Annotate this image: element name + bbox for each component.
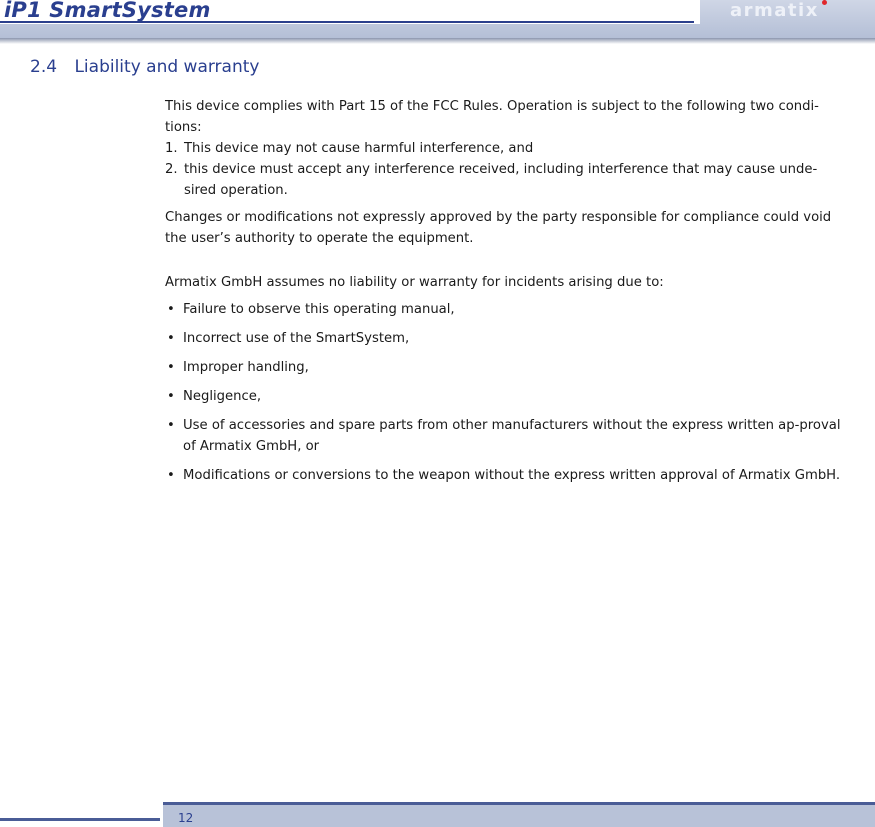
fcc-item-1 xyxy=(165,138,847,159)
spacer xyxy=(165,249,847,272)
footer-tab xyxy=(0,800,163,827)
list-item-text: Failure to observe this operating manual, xyxy=(183,302,455,317)
liability-list xyxy=(165,299,847,486)
list-item xyxy=(165,328,847,349)
fcc-item-2 xyxy=(165,159,847,201)
section-heading xyxy=(30,57,259,77)
list-item xyxy=(165,415,847,457)
list-item-text: Negligence, xyxy=(183,389,262,404)
list-item xyxy=(165,465,847,486)
fcc-intro xyxy=(165,96,847,138)
fcc-item-text: this device must accept any interference received, including interference that may cause unde-sired operation. xyxy=(184,162,818,198)
header-shadow xyxy=(0,38,875,44)
list-item-text: Modifications or conversions to the weapon without the express written approval of Armatix GmbH. xyxy=(183,468,841,483)
fcc-intro-line-1: This device complies with Part 15 of the FCC Rules. Operation is subject to the following two condi- xyxy=(165,99,819,114)
list-item-text: Incorrect use of the SmartSystem, xyxy=(183,331,410,346)
list-item xyxy=(165,357,847,378)
page-footer xyxy=(0,800,875,827)
section-number: 2.4 xyxy=(30,57,58,77)
bullet-icon: • xyxy=(167,418,175,433)
bullet-icon: • xyxy=(167,302,175,317)
fcc-item-text: This device may not cause harmful interference, and xyxy=(184,141,534,156)
list-item-text: Use of accessories and spare parts from other manufacturers without the express written ap-proval of Armatix GmbH, or xyxy=(183,418,841,454)
bullet-icon: • xyxy=(167,360,175,375)
list-item-text: Improper handling, xyxy=(183,360,309,375)
footer-line xyxy=(163,802,875,805)
fcc-intro-line-2: tions: xyxy=(165,120,202,135)
fcc-changes-paragraph: Changes or modifications not expressly approved by the party responsible for compliance could void the user’s authority to operate the equipment. xyxy=(165,210,832,246)
list-item xyxy=(165,299,847,320)
bullet-icon: • xyxy=(167,389,175,404)
liability-intro: Armatix GmbH assumes no liability or warranty for incidents arising due to: xyxy=(165,275,664,290)
bullet-icon: • xyxy=(167,468,175,483)
footer-tab-line xyxy=(0,818,160,821)
body-content xyxy=(165,96,847,494)
list-item xyxy=(165,386,847,407)
fcc-item-number: 2. xyxy=(165,162,178,177)
page-number: 12 xyxy=(178,811,194,825)
fcc-item-number: 1. xyxy=(165,141,178,156)
page-header xyxy=(0,0,875,44)
bullet-icon: • xyxy=(167,331,175,346)
logo-red-dot xyxy=(822,0,827,5)
section-title: Liability and warranty xyxy=(74,57,260,77)
armatix-logo: armatix xyxy=(730,0,819,21)
document-title: iP1 SmartSystem xyxy=(4,0,211,22)
